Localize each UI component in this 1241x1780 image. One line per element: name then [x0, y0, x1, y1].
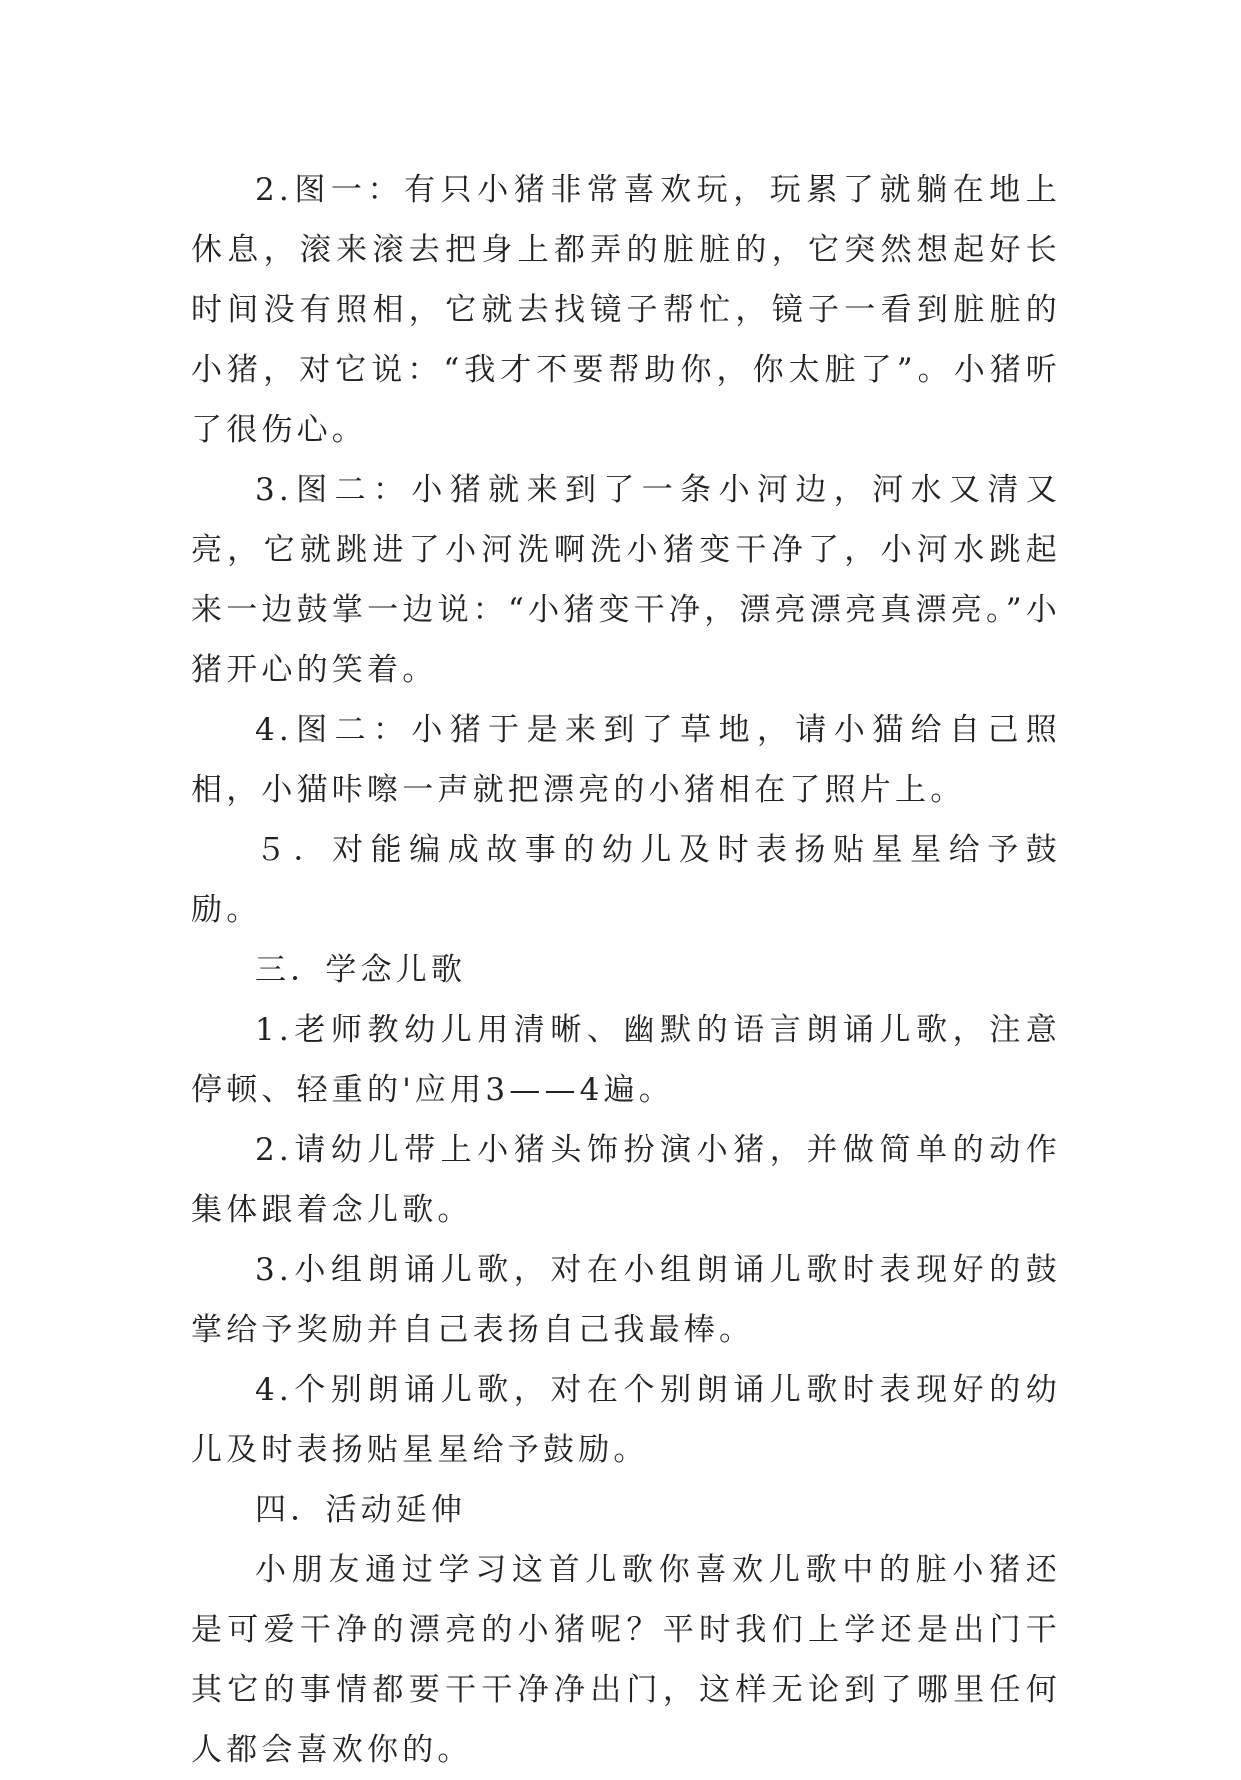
paragraph-rhyme-step-4: 4.个别朗诵儿歌，对在个别朗诵儿歌时表现好的幼儿及时表扬贴星星给予鼓励。: [191, 1372, 1061, 1468]
paragraph-praise: ５．对能编成故事的幼儿及时表扬贴星星给予鼓励。: [191, 832, 1061, 928]
paragraph-rhyme-step-2: 2.请幼儿带上小猪头饰扮演小猪，并做简单的动作集体跟着念儿歌。: [191, 1132, 1061, 1228]
paragraph-extension: 小朋友通过学习这首儿歌你喜欢儿歌中的脏小猪还是可爱干净的漂亮的小猪呢？平时我们上学还是出门干其它的事情都要干干净净出门，这样无论到了哪里任何人都会喜欢你的。: [191, 1552, 1061, 1768]
paragraph-story-picture-2: 3.图二：小猪就来到了一条小河边，河水又清又亮，它就跳进了小河洗啊洗小猪变干净了，小河水跳起来一边鼓掌一边说：“小猪变干净，漂亮漂亮真漂亮。”小猪开心的笑着。: [191, 472, 1061, 688]
paragraph-rhyme-step-3: 3.小组朗诵儿歌，对在小组朗诵儿歌时表现好的鼓掌给予奖励并自己表扬自己我最棒。: [191, 1252, 1061, 1348]
document-body: [191, 160, 1061, 1780]
section-heading-learn-rhyme: 三．学念儿歌: [255, 952, 467, 988]
paragraph-story-picture-1: 2.图一：有只小猪非常喜欢玩，玩累了就躺在地上休息，滚来滚去把身上都弄的脏脏的，它突然想起好长时间没有照相，它就去找镜子帮忙，镜子一看到脏脏的小猪，对它说：“我才不要帮助你，你太脏了”。小猪听了很伤心。: [191, 172, 1061, 448]
paragraph-story-picture-3: 4.图二：小猪于是来到了草地，请小猫给自己照相，小猫咔嚓一声就把漂亮的小猪相在了照片上。: [191, 712, 1061, 808]
paragraph-rhyme-step-1: 1.老师教幼儿用清晰、幽默的语言朗诵儿歌，注意停顿、轻重的'应用3——4遍。: [191, 1012, 1061, 1108]
section-heading-extension: 四．活动延伸: [255, 1492, 467, 1528]
